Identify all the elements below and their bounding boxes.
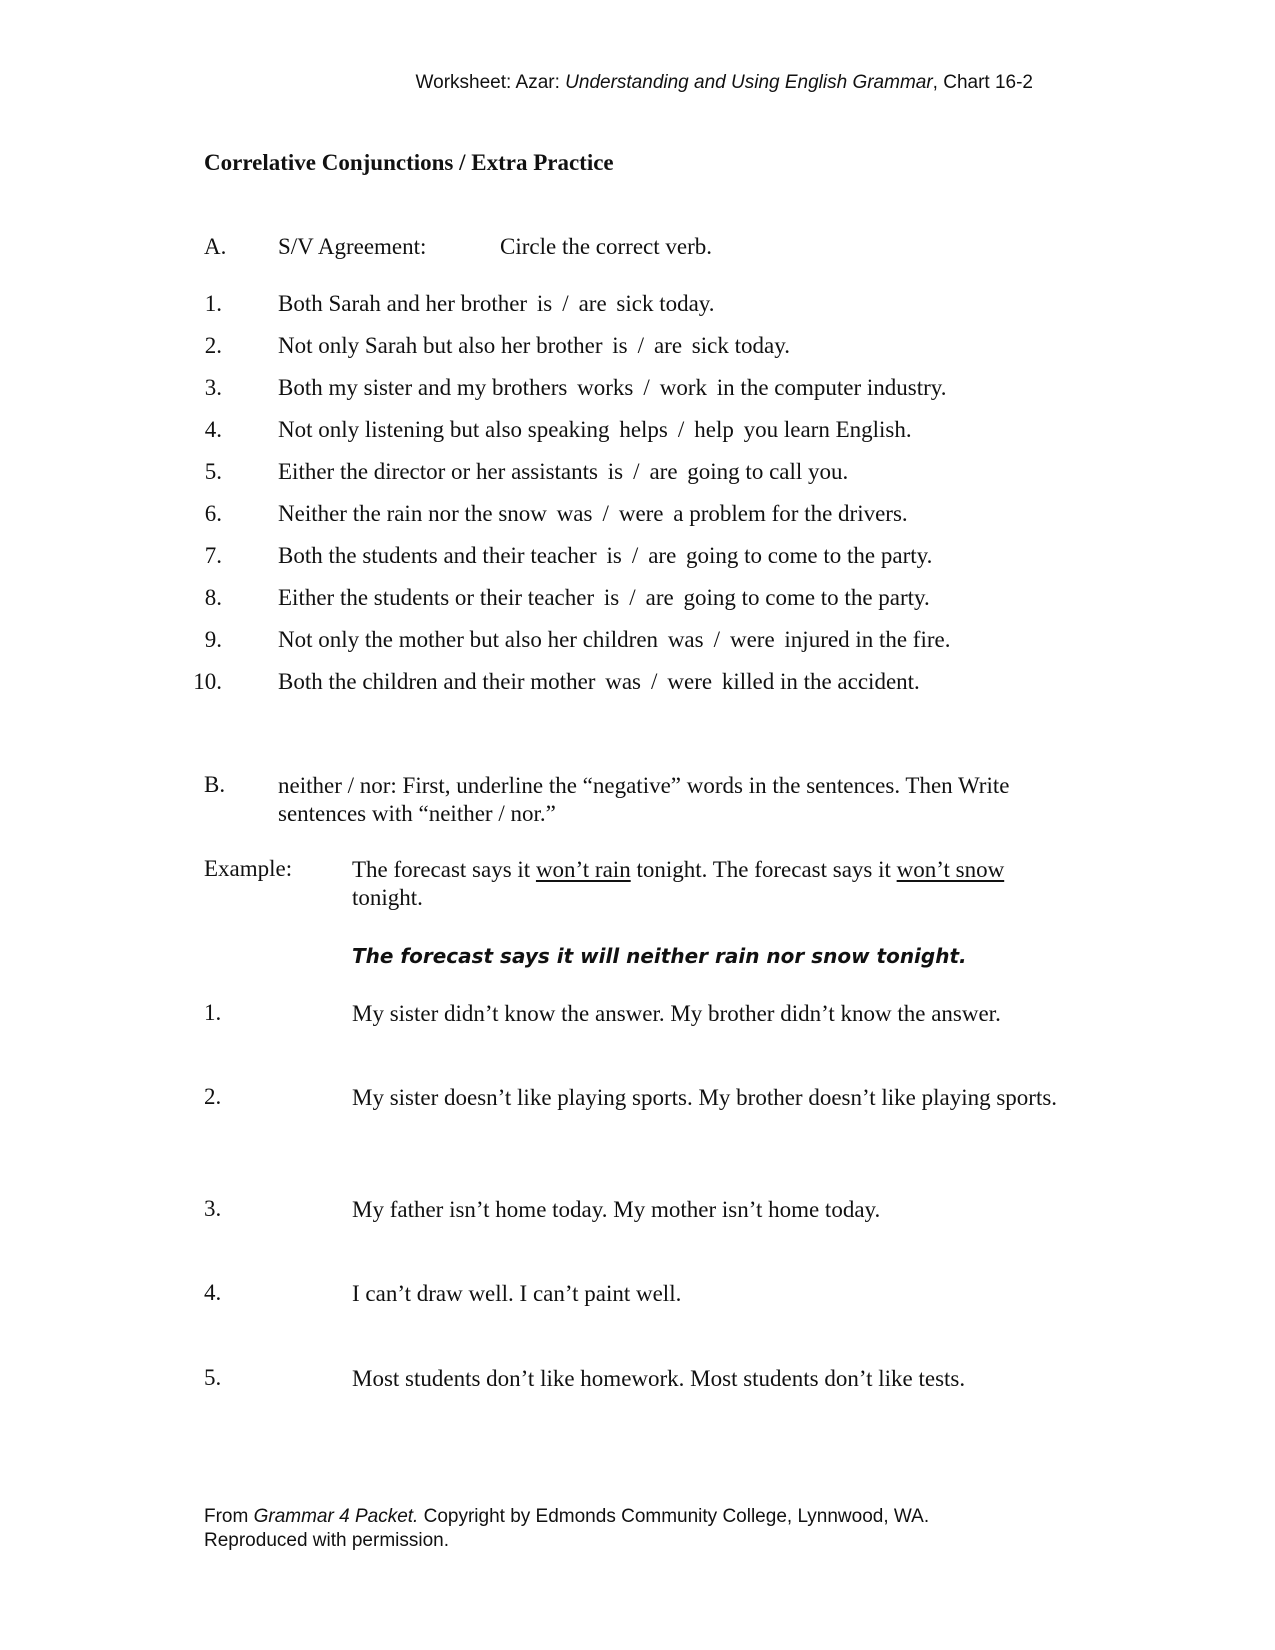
sentence-start: Both the children and their mother [278, 669, 602, 694]
verb-option-2[interactable]: were [729, 627, 775, 652]
sentence-start: Both the students and their teacher [278, 543, 603, 568]
item-number: 5. [204, 459, 222, 484]
verb-option-1[interactable]: is [606, 543, 622, 568]
footer-prefix: From [204, 1506, 254, 1527]
sentence-end: going to come to the party. [683, 585, 930, 610]
item-number: 4. [204, 1280, 222, 1305]
item-number: 2. [204, 333, 222, 358]
item-sentence [278, 585, 930, 611]
item-sentence: Most students don’t like homework. Most students don’t like tests. [352, 1366, 966, 1391]
verb-option-2[interactable]: were [618, 501, 664, 526]
item-number: 6. [204, 501, 222, 526]
verb-option-1[interactable]: was [667, 627, 704, 652]
sentence-start: Both Sarah and her brother [278, 291, 533, 316]
option-separator: / [713, 627, 720, 652]
verb-option-1[interactable]: is [612, 333, 628, 358]
section-a-label: S/V Agreement: [278, 234, 427, 259]
item-number: 2. [204, 1084, 222, 1109]
item-number: 1. [204, 291, 222, 316]
verb-option-2[interactable]: work [659, 375, 708, 400]
verb-option-1[interactable]: is [536, 291, 553, 316]
verb-option-2[interactable]: are [648, 543, 677, 568]
sentence-end: killed in the accident. [721, 669, 920, 694]
example-part: tonight. The forecast says it [630, 857, 897, 882]
sentence-end: you learn English. [743, 417, 912, 442]
verb-option-1[interactable]: is [607, 459, 624, 484]
footer-line-1 [204, 1505, 929, 1529]
sentence-start: Not only Sarah but also her brother [278, 333, 609, 358]
sentence-start: Both my sister and my brothers [278, 375, 574, 400]
item-sentence: My sister doesn’t like playing sports. My brother doesn’t like playing sports. [352, 1085, 1058, 1110]
option-separator: / [629, 585, 636, 610]
header-prefix: Worksheet: Azar: [415, 72, 566, 93]
footer-copyright: Copyright by Edmonds Community College, Lynnwood, WA. [418, 1506, 930, 1527]
item-number: 3. [204, 1196, 222, 1221]
item-sentence [278, 627, 950, 653]
option-separator: / [637, 333, 644, 358]
item-sentence [278, 375, 947, 401]
sentence-start: Not only the mother but also her children [278, 627, 664, 652]
verb-option-1[interactable]: was [556, 501, 593, 526]
sentence-end: going to call you. [687, 459, 849, 484]
footer-packet-title: Grammar 4 Packet. [253, 1506, 419, 1527]
sentence-end: sick today. [616, 291, 715, 316]
header-suffix: , Chart 16-2 [932, 72, 1033, 93]
underlined-negative: won’t snow [896, 857, 1005, 882]
item-sentence [278, 291, 715, 317]
item-number: 1. [204, 1000, 222, 1025]
item-sentence: My father isn’t home today. My mother isn’t home today. [352, 1197, 881, 1222]
example-label: Example: [204, 856, 293, 881]
item-sentence [278, 669, 920, 695]
underlined-negative: won’t rain [535, 857, 631, 882]
verb-option-1[interactable]: is [603, 585, 620, 610]
item-sentence [278, 459, 848, 485]
example-sentence [352, 856, 1072, 912]
verb-option-1[interactable]: works [577, 375, 634, 400]
option-separator: / [631, 543, 639, 568]
sentence-start: Either the students or their teacher [278, 585, 600, 610]
header-book-title: Understanding and Using English Grammar [565, 72, 933, 93]
footer-line-2: Reproduced with permission. [204, 1530, 450, 1551]
verb-option-2[interactable]: were [667, 669, 713, 694]
example-answer: The forecast says it will neither rain nor snow tonight. [352, 944, 967, 968]
example-part: The forecast says it [352, 857, 536, 882]
verb-option-2[interactable]: help [694, 417, 734, 442]
section-a-letter: A. [204, 234, 227, 259]
option-separator: / [677, 417, 685, 442]
verb-option-2[interactable]: are [578, 291, 607, 316]
item-sentence: I can’t draw well. I can’t paint well. [352, 1281, 682, 1306]
item-number: 8. [204, 585, 222, 610]
verb-option-1[interactable]: was [605, 669, 641, 694]
item-number: 10. [193, 669, 222, 694]
verb-option-1[interactable]: helps [619, 417, 668, 442]
item-sentence [278, 543, 932, 569]
sentence-end: in the computer industry. [716, 375, 947, 400]
sentence-start: Not only listening but also speaking [278, 417, 616, 442]
sentence-start: Either the director or her assistants [278, 459, 604, 484]
item-sentence: My sister didn’t know the answer. My brother didn’t know the answer. [352, 1001, 1001, 1026]
option-separator: / [643, 375, 650, 400]
sentence-end: sick today. [691, 333, 790, 358]
sentence-start: Neither the rain nor the snow [278, 501, 553, 526]
section-b-instruction: neither / nor: First, underline the “negative” words in the sentences. Then Write sentences with “neither / nor.” [278, 773, 1010, 826]
verb-option-2[interactable]: are [653, 333, 683, 358]
worksheet-header [416, 72, 1033, 94]
sentence-end: injured in the fire. [784, 627, 951, 652]
item-sentence [278, 417, 912, 443]
example-part: tonight. [352, 885, 423, 910]
verb-option-2[interactable]: are [645, 585, 674, 610]
item-sentence [278, 501, 908, 527]
option-separator: / [633, 459, 640, 484]
section-b-letter: B. [204, 772, 226, 797]
item-number: 5. [204, 1365, 222, 1390]
item-number: 4. [204, 417, 222, 442]
item-number: 9. [204, 627, 222, 652]
page-footer [204, 1505, 929, 1553]
option-separator: / [562, 291, 569, 316]
section-a-instruction: Circle the correct verb. [500, 234, 712, 259]
page-title: Correlative Conjunctions / Extra Practice [204, 150, 614, 175]
option-separator: / [650, 669, 658, 694]
sentence-end: a problem for the drivers. [673, 501, 908, 526]
sentence-end: going to come to the party. [686, 543, 933, 568]
option-separator: / [602, 501, 609, 526]
verb-option-2[interactable]: are [649, 459, 678, 484]
item-sentence [278, 333, 790, 359]
item-number: 3. [204, 375, 222, 400]
item-number: 7. [204, 543, 222, 568]
